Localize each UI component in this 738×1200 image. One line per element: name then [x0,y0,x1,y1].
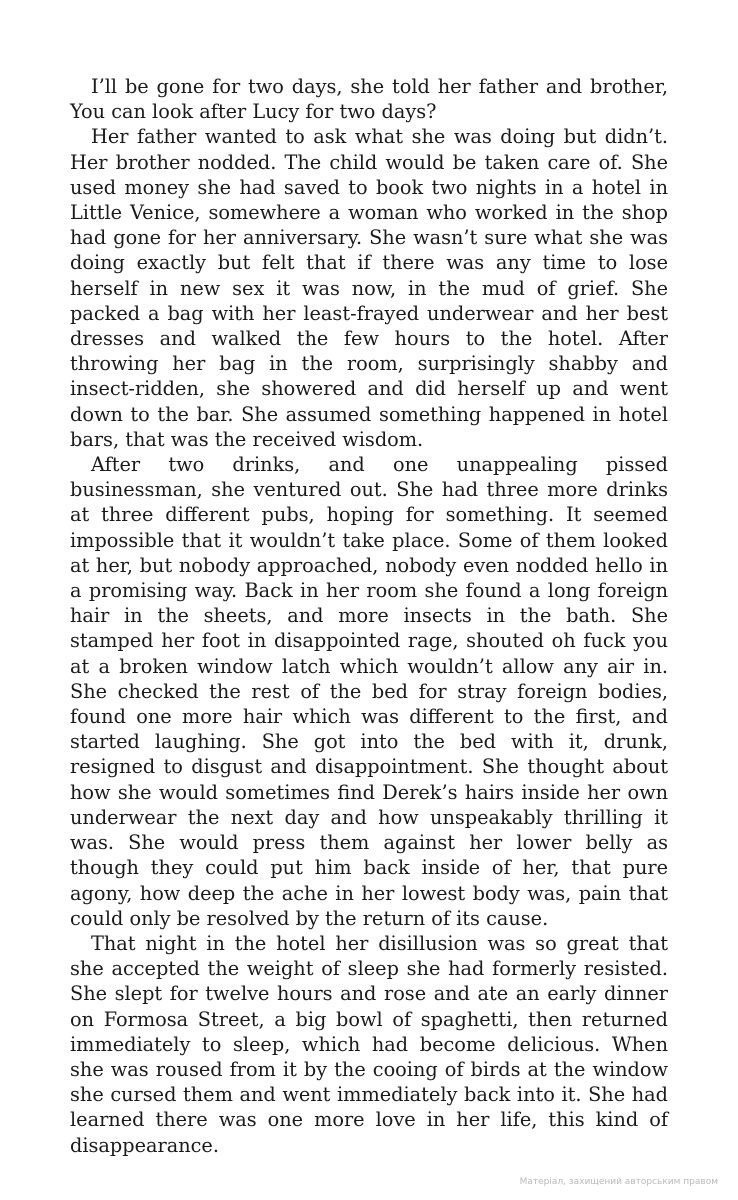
paragraph-4: That night in the hotel her disillusion was so great that she accepted the weight of sleep she had formerly resisted. She slept for twelve hours and rose and ate an early dinner on Formosa Street, a big bowl of spaghetti, then returned immediately to sleep, which had become delicious. When she was roused from it by the cooing of birds at the window she cursed them and went immediately back into it. She had learned there was one more love in her life, this kind of disappearance. [70,931,668,1157]
paragraph-1: I’ll be gone for two days, she told her father and brother, You can look after Lucy for two days? [70,75,668,124]
page-body [70,74,668,1158]
copyright-watermark: Матеріал, захищений авторським правом [519,1177,718,1187]
paragraph-3: After two drinks, and one unappealing pissed businessman, she ventured out. She had three more drinks at three different pubs, hoping for something. It seemed impossible that it wouldn’t take place. Some of them looked at her, but nobody approached, nobody even nodded hello in a promising way. Back in her room she found a long foreign hair in the sheets, and more insects in the bath. She stamped her foot in disappointed rage, shouted oh fuck you at a broken window latch which wouldn’t allow any air in. She checked the rest of the bed for stray foreign bodies, found one more hair which was different to the first, and started laughing. She got into the bed with it, drunk, resigned to disgust and disappointment. She thought about how she would sometimes find Derek’s hairs inside her own underwear the next day and how unspeakably thrilling it was. She would press them against her lower belly as though they could put him back inside of her, that pure agony, how deep the ache in her lowest body was, pain that could only be resolved by the return of its cause. [70,453,668,930]
paragraph-2: Her father wanted to ask what she was doing but didn’t. Her brother nodded. The child would be taken care of. She used money she had saved to book two nights in a hotel in Little Venice, somewhere a woman who worked in the shop had gone for her anniversary. She wasn’t sure what she was doing exactly but felt that if there was any time to lose herself in new sex it was now, in the mud of grief. She packed a bag with her least-frayed underwear and her best dresses and walked the few hours to the hotel. After throwing her bag in the room, surprisingly shabby and insect-ridden, she showered and did herself up and went down to the bar. She assumed something happened in hotel bars, that was the received wisdom. [70,125,668,451]
